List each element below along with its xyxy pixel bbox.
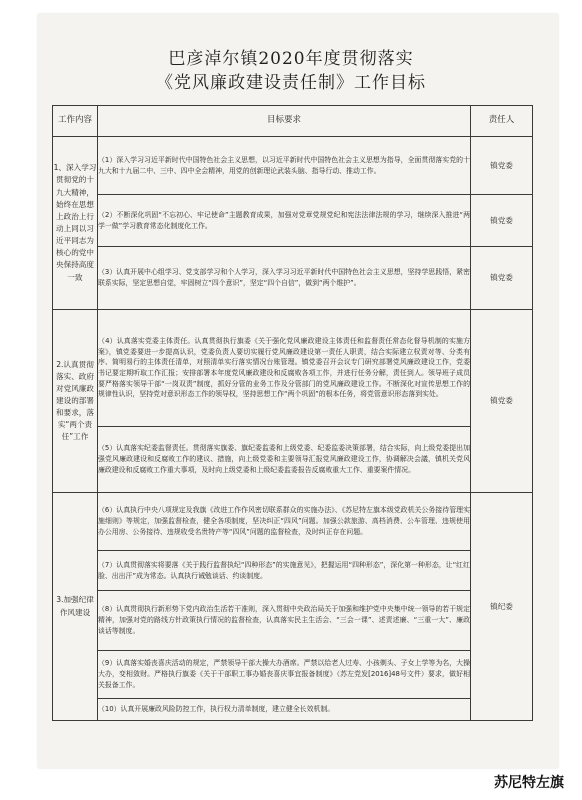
table-row bbox=[53, 247, 533, 310]
table-row bbox=[53, 493, 533, 551]
document-title-line1: 巴彦淖尔镇2020年度贯彻落实 bbox=[168, 49, 414, 69]
section-3-category: 3.加强纪律作风建设 bbox=[53, 493, 98, 721]
table-row bbox=[53, 699, 533, 721]
requirement-4: （4）认真落实党委主体责任。认真贯彻执行旗委《关于强化党风廉政建设主体责任和监督责任常态化督导机制的实施方案》，镇党委要进一步提高认识，党委负责人要切实履行党风廉政建设第一责任人职责，结合实际建立权责对等、分类有序、简明易行的主体责任清单，对照清单实行落实情况台账管理。镇党委召开会议专门研究部署党风廉政建设工作，党委书记要定期听取工作汇报；安排部署本年度党风廉政建设和反腐败各项工作，并进行任务分解，责任到人。领导班子成员要严格落实领导干部“一岗双责”制度，抓好分管的业务工作及分管部门的党风廉政建设工作。不断深化对宣传思想工作的规律性认识，坚持党对意识形态工作的领导权，坚持思想工作“两个巩固”的根本任务，将党管意识形态落到实处。 bbox=[98, 310, 471, 427]
requirement-8: （8）认真贯彻执行新形势下党内政治生活若干准则，深入贯彻中央政治局关于加强和维护党中央集中统一领导的若干规定精神，加强对党的路线方针政策执行情况的监督检查，认真落实民主生活会、“三会一课”、述责述廉、“三重一大”、廉政谈话等制度。 bbox=[98, 591, 471, 651]
table-row bbox=[53, 551, 533, 591]
responsible-2: 镇党委 bbox=[471, 195, 533, 247]
responsibility-table bbox=[52, 105, 533, 721]
responsible-section-3: 镇纪委 bbox=[471, 493, 533, 721]
table-row bbox=[53, 310, 533, 427]
section-2-category: 2.认真贯彻落实、政府对党风廉政建设的部署和要求，落实“两个责任”工作 bbox=[53, 310, 98, 493]
footer-brand-label: 苏尼特左旗 bbox=[494, 775, 564, 791]
requirement-3: （3）认真开展中心组学习、党支部学习和个人学习，深入学习习近平新时代中国特色社会主义思想，坚持学思践悟，紧密联系实际，坚定思想自觉，牢固树立“四个意识”，坚定“四个自信”，做到“两个维护”。 bbox=[98, 247, 471, 310]
requirement-1: （1）深入学习习近平新时代中国特色社会主义思想，以习近平新时代中国特色社会主义思想为指导，全面贯彻落实党的十九大和十九届二中、三中、四中全会精神，用党的创新理论武装头脑、指导行动、推动工作。 bbox=[98, 137, 471, 195]
header-category: 工作内容 bbox=[53, 106, 98, 137]
responsible-section-2: 镇党委 bbox=[471, 310, 533, 493]
requirement-2: （2）不断深化巩固“不忘初心、牢记使命”主题教育成果，加强对党章党规党纪和宪法法律法规的学习，继续深入推进“两学一做”学习教育常态化制度化工作。 bbox=[98, 195, 471, 247]
document-title-line2: 《党风廉政建设责任制》工作目标 bbox=[156, 73, 426, 93]
table-row bbox=[53, 137, 533, 195]
header-responsible: 责任人 bbox=[471, 106, 533, 137]
table-row bbox=[53, 591, 533, 651]
requirement-6: （6）认真执行中央八项规定及我旗《改进工作作风密切联系群众的实施办法》、《苏尼特左旗本级党政机关公务接待管理实施细则》等规定，加强监督检查，健全各项制度，坚决纠正“四风”问题。加强公款旅游、高档消费、公车管理、违规使用办公用房、公务接待、违规收受名贵特产等“四风”问题的监督检查，及时纠正存在问题。 bbox=[98, 493, 471, 551]
responsible-3: 镇党委 bbox=[471, 247, 533, 310]
requirement-10: （10）认真开展廉政风险防控工作，执行权力清单制度，建立健全长效机制。 bbox=[98, 699, 471, 721]
requirement-5: （5）认真落实纪委监督责任。贯彻落实旗委、旗纪委监委和上级党委、纪委监委决策部署，结合实际，向上级党委提出加强党风廉政建设和反腐败工作的建议、措施，向上级党委和主要领导汇报党风廉政建设工作，协调解决会議，镇机关党风廉政建设和反腐败工作重大事项，及时向上级党委和上级纪委监委报告反腐败重大工作、重要案件情况。 bbox=[98, 427, 471, 493]
requirement-9: （9）认真落实婚丧喜庆活动的规定，严禁领导干部大操大办酒席。严禁以给老人过寿、小孩剃头、子女上学等为名，大操大办，变相敛财。严格执行旗委《关于干部职工事办婚丧喜庆事宜报备制度》（苏左党发[2016]48号文件）要求，做好相关报备工作。 bbox=[98, 651, 471, 699]
section-1-category: 1、深入学习贯彻党的十九大精神，始终在思想上政治上行动上同以习近平同志为核心的党中央保持高度一致 bbox=[53, 137, 98, 310]
table-header-row bbox=[53, 106, 533, 137]
table-row bbox=[53, 195, 533, 247]
table-row bbox=[53, 427, 533, 493]
requirement-7: （7）认真贯彻落实将要落《关于践行监督执纪“四种形态”的实施意见》，把握运用“四种形态”，深化第一种形态，让“红红脸、出出汗”成为常态。认真执行诫勉谈话、约谈制度。 bbox=[98, 551, 471, 591]
table-row bbox=[53, 651, 533, 699]
header-requirement: 目标要求 bbox=[98, 106, 471, 137]
responsible-1: 镇党委 bbox=[471, 137, 533, 195]
